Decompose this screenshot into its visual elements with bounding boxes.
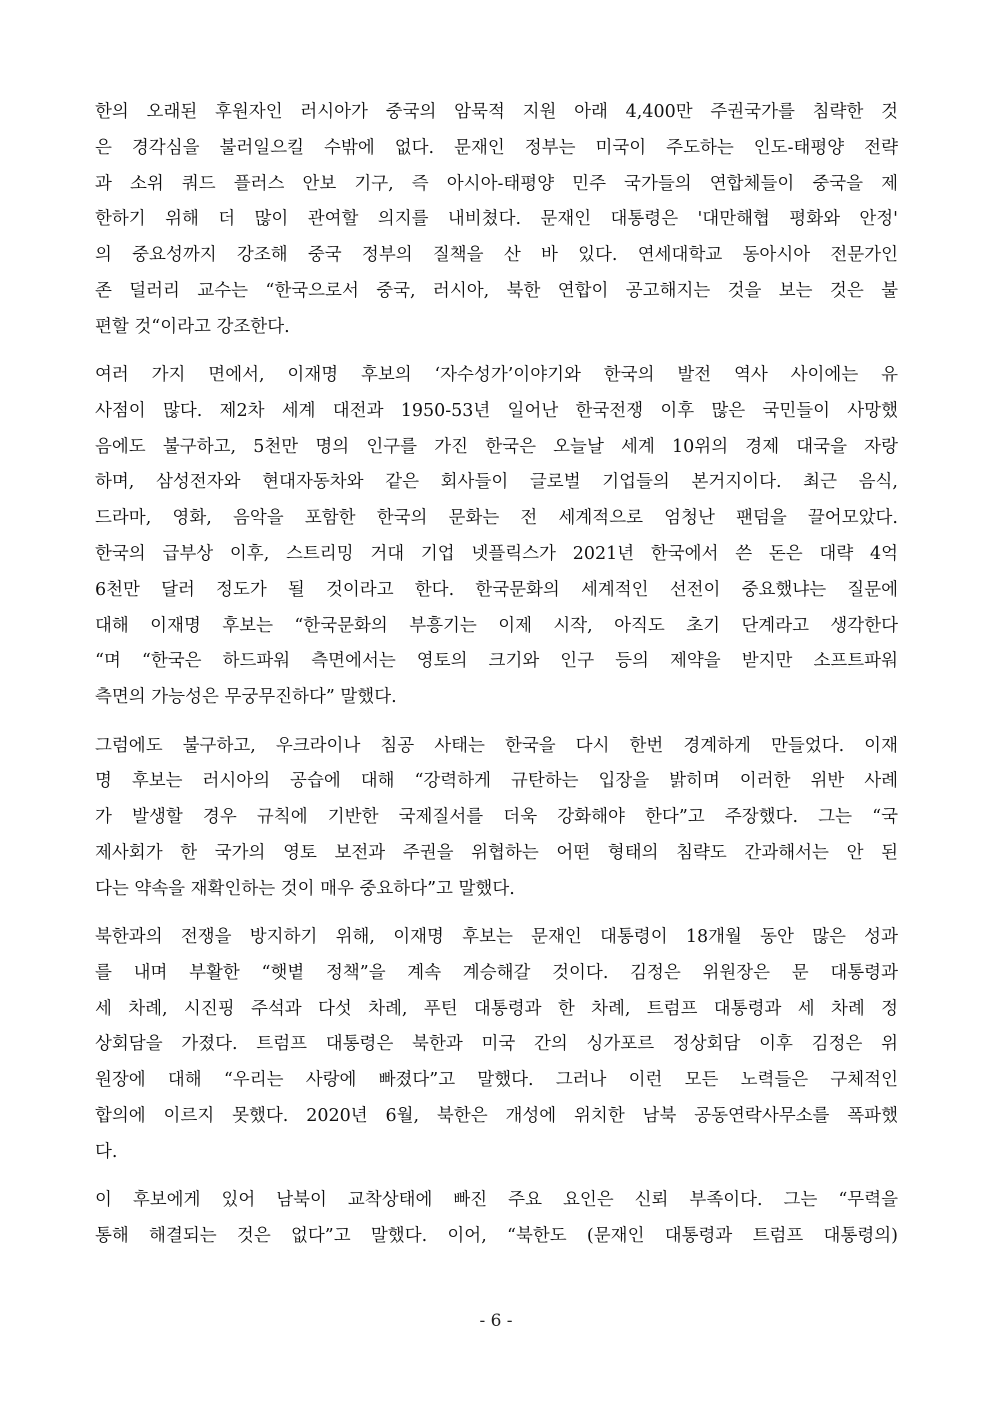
paragraph-gap [95,716,898,729]
text-line: 과 소위 쿼드 플러스 안보 기구, 즉 아시아-태평양 민주 국가들의 연합체들이 중국을 제 [95,173,898,194]
paragraph-gap [95,1171,898,1184]
text-line: 한의 오래된 후원자인 러시아가 중국의 암묵적 지원 아래 4,400만 주권국가를 침략한 것 [95,102,898,122]
text-line: 한하기 위해 더 많이 관여할 의지를 내비쳤다. 문재인 대통령은 '대만해협 평화와 안정' [95,209,898,230]
text-line: 의 중요성까지 강조해 중국 정부의 질책을 산 바 있다. 연세대학교 동아시아 전문가인 [95,245,898,266]
paragraph [95,95,898,346]
text-line: 를 내며 부활한 “햇볕 정책”을 계속 계승해갈 것이다. 김정은 위원장은 문 대통령과 [95,962,898,983]
text-line: 측면의 가능성은 무궁무진하다” 말했다. [95,687,397,708]
text-line: 대해 이재명 후보는 “한국문화의 부흥기는 이제 시작, 아직도 초기 단계라고 생각한다 [95,615,898,636]
document-body [95,95,898,1255]
text-line: 통해 해결되는 것은 없다”고 말했다. 이어, “북한도 (문재인 대통령과 트럼프 대통령의) [95,1225,898,1246]
text-line: 이 후보에게 있어 남북이 교착상태에 빠진 주요 요인은 신뢰 부족이다. 그는 “무력을 [95,1190,898,1211]
text-line: 은 경각심을 불러일으킬 수밖에 없다. 문재인 정부는 미국이 주도하는 인도-태평양 전략 [95,137,898,158]
text-line: 6천만 달러 정도가 될 것이라고 한다. 한국문화의 세계적인 선전이 중요했냐는 질문에 [95,579,898,600]
text-line: 합의에 이르지 못했다. 2020년 6월, 북한은 개성에 위치한 남북 공동연락사무소를 폭파했 [95,1106,898,1127]
text-line: 드라마, 영화, 음악을 포함한 한국의 문화는 전 세계적으로 엄청난 팬덤을 끌어모았다. [95,508,898,529]
text-line: 음에도 불구하고, 5천만 명의 인구를 가진 한국은 오늘날 세계 10위의 경제 대국을 자랑 [95,436,898,457]
text-line: 상회담을 가졌다. 트럼프 대통령은 북한과 미국 간의 싱가포르 정상회담 이후 김정은 위 [95,1034,898,1055]
text-line: 편할 것“이라고 강조한다. [95,316,290,337]
text-line: 하며, 삼성전자와 현대자동차와 같은 회사들이 글로벌 기업들의 본거지이다. 최근 음식, [95,472,898,493]
paragraph-gap [95,346,898,359]
text-line: 다는 약속을 재확인하는 것이 매우 중요하다”고 말했다. [95,878,515,899]
text-line: 존 덜러리 교수는 “한국으로서 중국, 러시아, 북한 연합이 공고해지는 것을 보는 것은 불 [95,280,898,301]
text-line: 제사회가 한 국가의 영토 보전과 주권을 위협하는 어떤 형태의 침략도 간과해서는 안 된 [95,842,898,863]
text-line: “며 “한국은 하드파워 측면에서는 영토의 크기와 인구 등의 제약을 받지만 소프트파워 [95,651,898,672]
text-line: 원장에 대해 “우리는 사랑에 빠졌다”고 말했다. 그러나 이런 모든 노력들은 구체적인 [95,1070,898,1091]
text-line: 그럼에도 불구하고, 우크라이나 침공 사태는 한국을 다시 한번 경계하게 만들었다. 이재 [95,735,898,756]
text-line: 세 차례, 시진핑 주석과 다섯 차례, 푸틴 대통령과 한 차례, 트럼프 대통령과 세 차례 정 [95,998,898,1019]
paragraph [95,920,898,1171]
paragraph-gap [95,908,898,921]
paragraph [95,729,898,908]
text-line: 다. [95,1141,118,1162]
text-line: 사점이 많다. 제2차 세계 대전과 1950-53년 일어난 한국전쟁 이후 많은 국민들이 사망했 [95,400,898,421]
paragraph [95,1183,898,1255]
text-line: 한국의 급부상 이후, 스트리밍 거대 기업 넷플릭스가 2021년 한국에서 쓴 돈은 대략 4억 [95,544,898,565]
page-number: - 6 - [479,1311,513,1331]
text-line: 명 후보는 러시아의 공습에 대해 “강력하게 규탄하는 입장을 밝히며 이러한 위반 사례 [95,771,898,792]
text-line: 북한과의 전쟁을 방지하기 위해, 이재명 후보는 문재인 대통령이 18개월 동안 많은 성과 [95,927,898,948]
text-line: 여러 가지 면에서, 이재명 후보의 ‘자수성가’이야기와 한국의 발전 역사 사이에는 유 [95,365,898,386]
text-line: 가 발생할 경우 규칙에 기반한 국제질서를 더욱 강화해야 한다”고 주장했다. 그는 “국 [95,807,898,828]
paragraph [95,358,898,716]
